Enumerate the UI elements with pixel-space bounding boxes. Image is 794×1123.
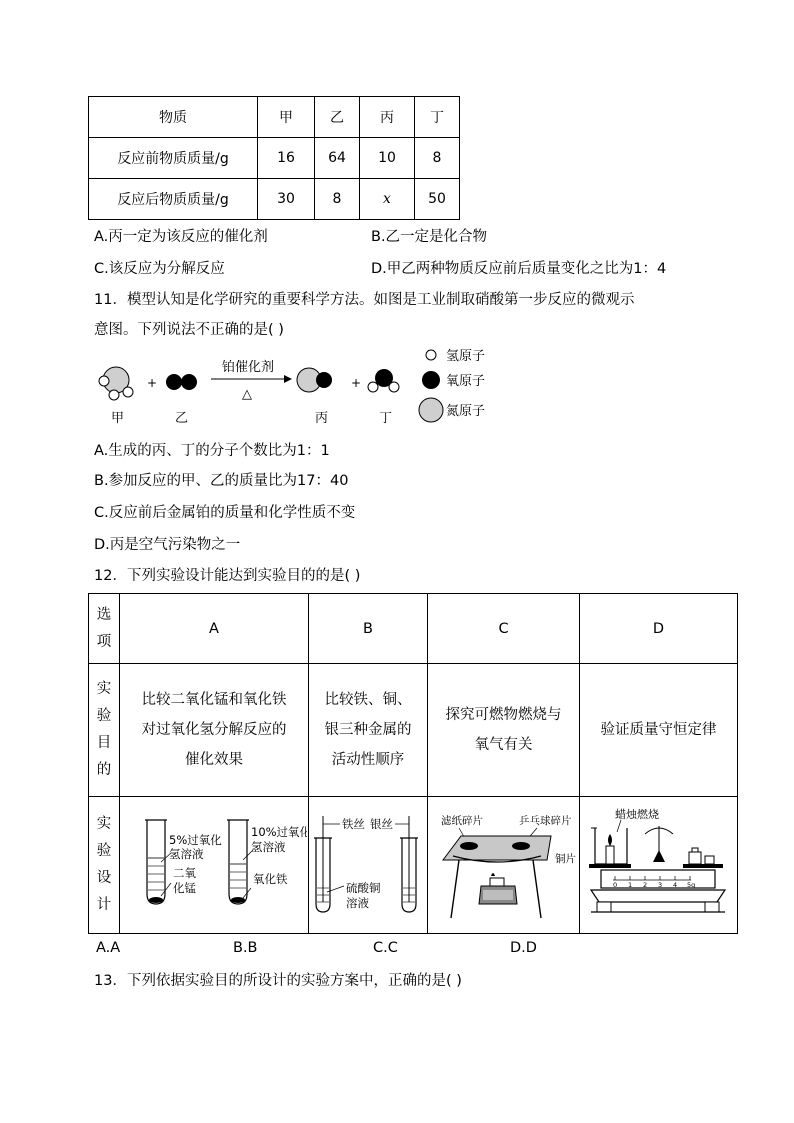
left-pan-icon xyxy=(589,864,631,868)
q13-stem: 13．下列依据实验目的所设计的实验方案中，正确的是( ) xyxy=(94,973,462,989)
row-label-design: 实 验 设 计 xyxy=(89,797,120,934)
header-option-label: 选 项 xyxy=(89,594,120,664)
balance-figure xyxy=(581,798,736,928)
label-candle-burning: 蜡烛燃烧 xyxy=(615,808,659,821)
q11-option-b[interactable]: B.参加反应的甲、乙的质量比为17：40 xyxy=(94,473,349,489)
copper-sheet-icon xyxy=(443,836,551,860)
balance-base-icon xyxy=(591,890,725,902)
label-solution: 氢溶液 xyxy=(169,847,204,861)
label-mno2-2: 化锰 xyxy=(173,881,196,895)
catalyst-label: 铂催化剂 xyxy=(222,360,275,375)
purpose-d: 验证质量守恒定律 xyxy=(580,664,738,797)
label-silver-wire: 银丝 xyxy=(370,817,393,831)
table-cell: 64 xyxy=(315,138,360,179)
label-fe2o3: 氧化铁 xyxy=(253,872,288,886)
label-cuso4: 硫酸铜 xyxy=(346,881,381,895)
svg-text:5g: 5g xyxy=(687,881,696,889)
q11-option-a[interactable]: A.生成的丙、丁的分子个数比为1：1 xyxy=(94,443,330,459)
q11-option-c[interactable]: C.反应前后金属铂的质量和化学性质不变 xyxy=(94,505,356,521)
q10-option-a[interactable]: A.丙一定为该反应的催化剂 xyxy=(94,229,268,245)
table-header-cell: 丁 xyxy=(415,97,460,138)
table-cell: 50 xyxy=(415,179,460,220)
design-a xyxy=(120,797,309,934)
test-tubes-figure xyxy=(121,798,307,928)
svg-text:3: 3 xyxy=(658,881,663,889)
design-b xyxy=(309,797,428,934)
label-bing: 丙 xyxy=(315,411,329,426)
table-cell: 反应后物质质量/g xyxy=(89,179,258,220)
plus-sign: + xyxy=(351,376,362,390)
table-header-cell: 乙 xyxy=(315,97,360,138)
table-row xyxy=(89,797,738,934)
test-tube-right-icon xyxy=(227,820,249,904)
q12-option-a[interactable]: A.A xyxy=(96,940,121,956)
nitrogen-atom-icon xyxy=(419,398,443,422)
q10-option-b[interactable]: B.乙一定是化合物 xyxy=(371,229,488,245)
mass-data-table xyxy=(88,96,460,220)
label-ping-pong: 乒乓球碎片 xyxy=(519,815,572,827)
svg-text:4: 4 xyxy=(673,881,678,889)
filter-paper-icon xyxy=(460,842,478,850)
condition-heat-icon: △ xyxy=(242,387,252,402)
header-b: B xyxy=(309,594,428,664)
legend-oxygen: 氧原子 xyxy=(446,374,486,389)
label-yi: 乙 xyxy=(175,411,189,426)
test-tube-left-icon xyxy=(145,820,167,904)
header-d: D xyxy=(580,594,738,664)
svg-text:1: 1 xyxy=(628,881,633,889)
combustion-figure xyxy=(429,798,578,928)
legend-nitrogen: 氮原子 xyxy=(446,404,486,419)
metal-activity-figure xyxy=(310,798,426,928)
table-cell-unknown: x xyxy=(360,179,415,220)
label-filter-paper: 滤纸碎片 xyxy=(441,815,483,827)
tripod-leg-icon xyxy=(451,860,459,918)
molecule-yi xyxy=(166,374,197,390)
purpose-b: 比较铁、铜、 银三种金属的 活动性顺序 xyxy=(309,664,428,797)
q10-option-d[interactable]: D.甲乙两种物质反应前后质量变化之比为1：4 xyxy=(371,261,667,277)
q10-option-c[interactable]: C.该反应为分解反应 xyxy=(94,261,225,277)
table-row xyxy=(89,179,460,220)
alcohol-lamp-icon xyxy=(479,873,517,904)
molecule-ding xyxy=(368,369,399,392)
plus-sign: + xyxy=(147,376,158,390)
reaction-diagram xyxy=(94,342,514,430)
molecule-jia xyxy=(99,367,133,400)
label-mno2-1: 二氧 xyxy=(173,866,196,880)
table-row xyxy=(89,138,460,179)
table-cell: 30 xyxy=(258,179,315,220)
table-cell: 10 xyxy=(360,138,415,179)
table-cell: 8 xyxy=(415,138,460,179)
label-solution: 溶液 xyxy=(346,896,369,910)
q12-option-c[interactable]: C.C xyxy=(373,940,398,956)
table-row xyxy=(89,97,460,138)
label-iron-wire: 铁丝 xyxy=(342,817,365,831)
experiment-table xyxy=(88,593,738,934)
beaker-candle-icon xyxy=(591,828,627,864)
svg-text:2: 2 xyxy=(643,881,648,889)
header-c: C xyxy=(428,594,580,664)
design-c xyxy=(428,797,580,934)
table-cell: 16 xyxy=(258,138,315,179)
label-5pct-h2o2: 5%过氧化 xyxy=(169,833,222,847)
label-copper-sheet: 铜片 xyxy=(555,853,576,865)
design-d xyxy=(580,797,738,934)
right-pan-icon xyxy=(683,864,723,868)
arrow-head-icon xyxy=(284,375,292,383)
molecule-bing xyxy=(297,368,332,392)
oxygen-atom-icon xyxy=(422,371,440,389)
q12-option-d[interactable]: D.D xyxy=(510,940,537,956)
label-ding: 丁 xyxy=(379,411,393,426)
table-row xyxy=(89,594,738,664)
label-10pct-h2o2: 10%过氧化 xyxy=(251,825,307,839)
q11-stem-line2: 意图。下列说法不正确的是( ) xyxy=(94,322,284,338)
svg-text:0: 0 xyxy=(613,881,618,889)
legend xyxy=(419,349,485,422)
q11-option-d[interactable]: D.丙是空气污染物之一 xyxy=(94,537,241,553)
label-solution: 氢溶液 xyxy=(251,840,286,854)
header-a: A xyxy=(120,594,309,664)
q12-option-b[interactable]: B.B xyxy=(233,940,258,956)
legend-hydrogen: 氢原子 xyxy=(446,349,486,364)
q12-stem: 12．下列实验设计能达到实验目的的是( ) xyxy=(94,568,361,584)
q11-stem-line1: 11．模型认知是化学研究的重要科学方法。如图是工业制取硝酸第一步反应的微观示 xyxy=(94,292,635,308)
row-label-purpose: 实 验 目 的 xyxy=(89,664,120,797)
pointer-dial-icon xyxy=(645,826,673,862)
label-jia: 甲 xyxy=(111,411,125,426)
table-header-cell: 丙 xyxy=(360,97,415,138)
purpose-a: 比较二氧化锰和氧化铁 对过氧化氢分解反应的 催化效果 xyxy=(120,664,309,797)
weights-icon xyxy=(689,848,714,864)
table-cell: 反应前物质质量/g xyxy=(89,138,258,179)
tripod-leg-icon xyxy=(533,860,541,918)
table-header-cell: 物质 xyxy=(89,97,258,138)
table-header-cell: 甲 xyxy=(258,97,315,138)
table-cell: 8 xyxy=(315,179,360,220)
ping-pong-icon xyxy=(512,842,530,850)
table-row xyxy=(89,664,738,797)
purpose-c: 探究可燃物燃烧与 氧气有关 xyxy=(428,664,580,797)
hydrogen-atom-icon xyxy=(426,350,436,360)
